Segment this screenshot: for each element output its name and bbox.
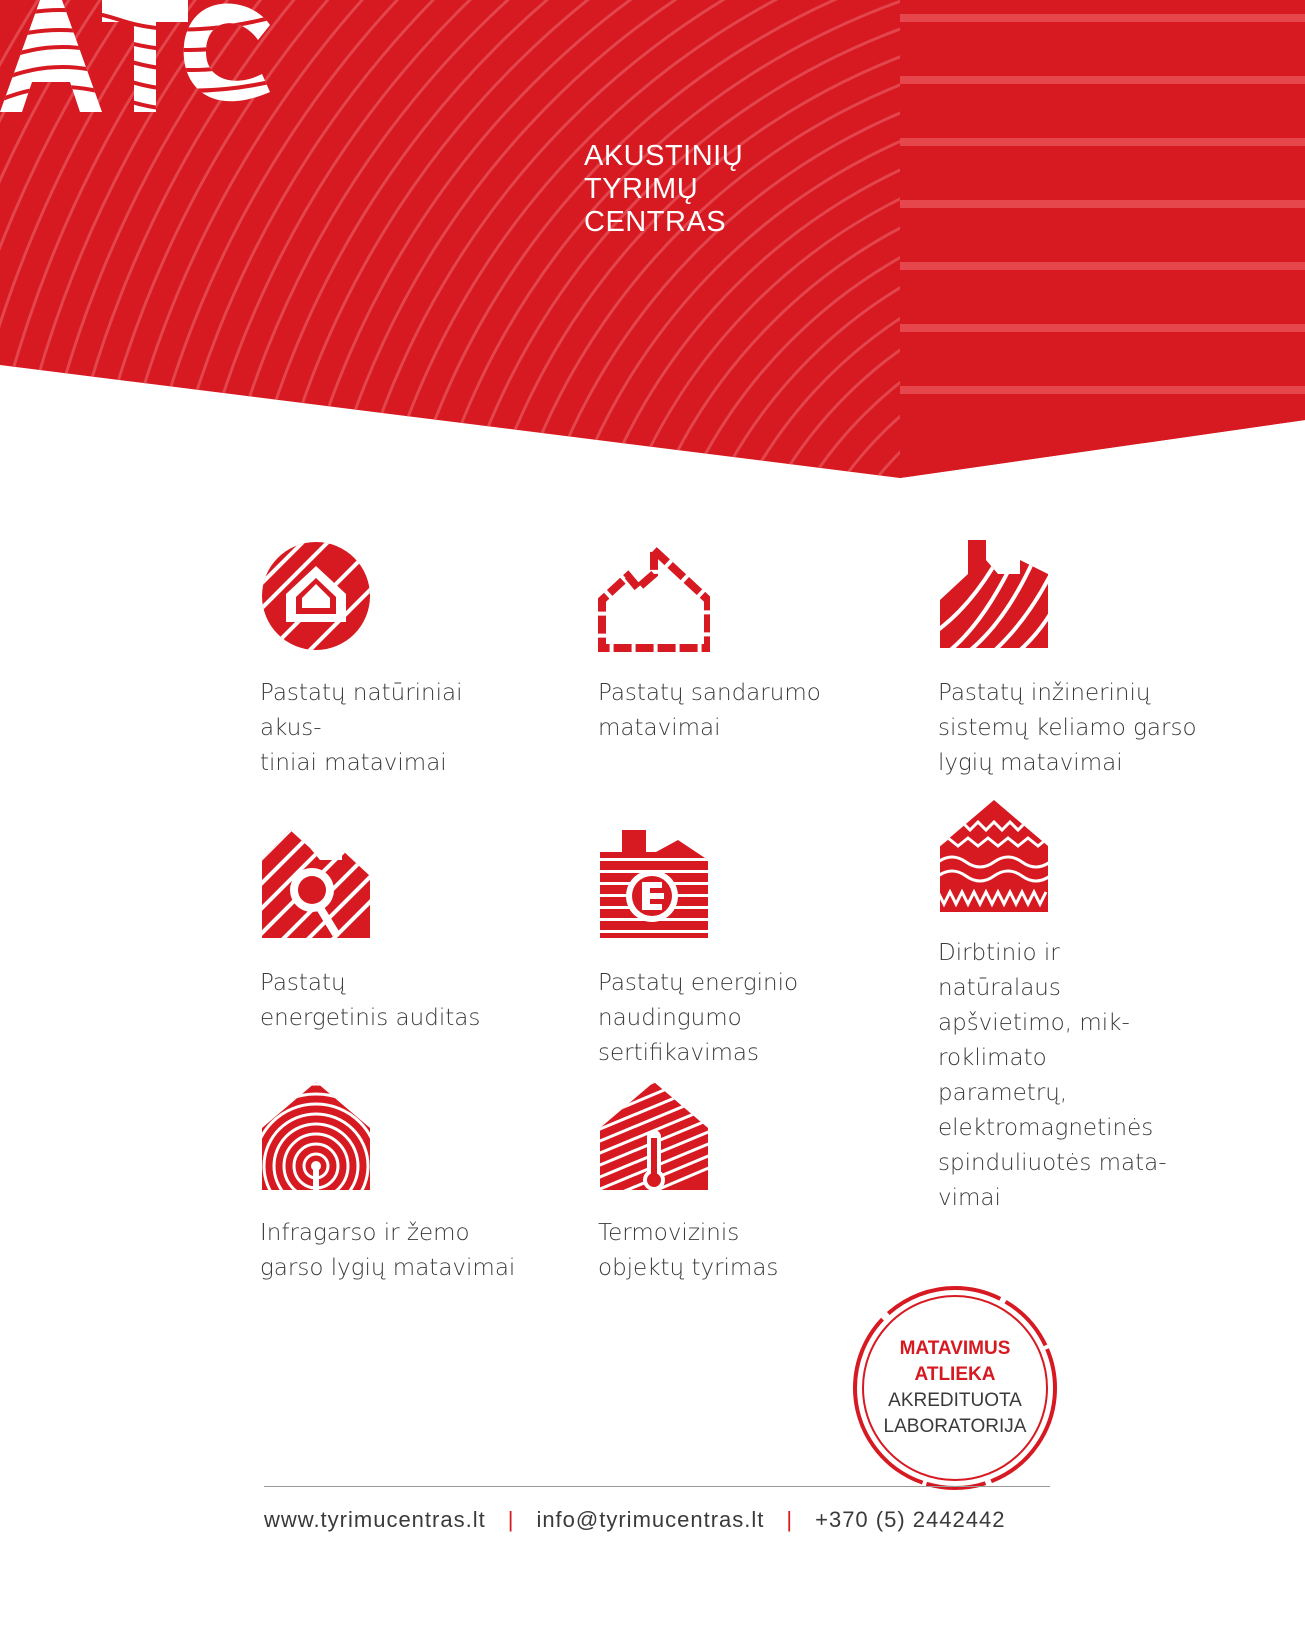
service-energy-audit	[260, 830, 530, 1036]
service-acoustic-measurements	[260, 540, 530, 781]
banner-stripe	[900, 262, 1305, 270]
service-label: Pastatų natūriniai akus- tiniai matavimai	[260, 680, 463, 776]
accreditation-stamp	[850, 1283, 1060, 1493]
banner-stripe	[900, 324, 1305, 332]
footer-separator: |	[786, 1507, 794, 1532]
brand-name-line-1: AKUSTINIŲ	[584, 140, 744, 172]
stamp-line-4: LABORATORIJA	[883, 1416, 1027, 1437]
service-label: Pastatų sandarumo matavimai	[598, 680, 821, 741]
service-label: Pastatų energinio naudingumo sertifikavimas	[598, 970, 799, 1066]
house-in-circle-icon	[260, 540, 372, 652]
stamp-line-3: AKREDITUOTA	[888, 1390, 1022, 1411]
service-label: Infragarso ir žemo garso lygių matavimai	[260, 1220, 516, 1281]
service-thermovision	[598, 1080, 868, 1286]
service-engineering-noise	[938, 540, 1208, 781]
banner-stripe	[900, 200, 1305, 208]
house-zigzag-icon	[938, 800, 1050, 912]
banner-stripe	[900, 138, 1305, 146]
brand-name-line-2: TYRIMŲ	[584, 173, 699, 205]
phone-number[interactable]: +370 (5) 2442442	[815, 1507, 1006, 1532]
header-banner	[0, 0, 1305, 480]
website-link[interactable]: www.tyrimucentras.lt	[264, 1507, 486, 1532]
footer-separator: |	[507, 1507, 515, 1532]
footer-contacts	[264, 1500, 1064, 1540]
brand-name-line-3: CENTRAS	[584, 206, 727, 238]
service-lighting-microclimate	[938, 800, 1208, 1216]
brand-name	[584, 140, 743, 239]
service-energy-certification	[598, 830, 868, 1071]
service-label: Termovizinis objektų tyrimas	[598, 1220, 779, 1281]
email-link[interactable]: info@tyrimucentras.lt	[536, 1507, 765, 1532]
service-airtightness	[598, 540, 868, 746]
house-waves-icon	[260, 1080, 372, 1192]
house-magnifier-icon	[260, 830, 372, 942]
stamp-line-1: MATAVIMUS	[899, 1338, 1011, 1359]
stamp-line-2: ATLIEKA	[914, 1364, 996, 1385]
banner-stripe	[900, 386, 1305, 394]
atc-logo-mark	[0, 0, 270, 115]
service-label: Pastatų inžinerinių sistemų keliamo garso lygių matavimai	[938, 680, 1197, 776]
house-energy-class-icon	[598, 830, 710, 942]
banner-stripe	[900, 76, 1305, 84]
service-infrasound	[260, 1080, 530, 1286]
house-chimney-icon	[938, 540, 1050, 652]
house-thermometer-icon	[598, 1080, 710, 1192]
banner-stripe	[900, 14, 1305, 22]
footer-divider	[264, 1486, 1050, 1487]
service-label: Pastatų energetinis auditas	[260, 970, 481, 1031]
house-outline-icon	[598, 540, 710, 652]
service-label: Dirbtinio ir natūralaus apšvietimo, mik- roklimato parametrų, elektromagnetinės spinduliuotės mata- vimai	[938, 940, 1167, 1211]
